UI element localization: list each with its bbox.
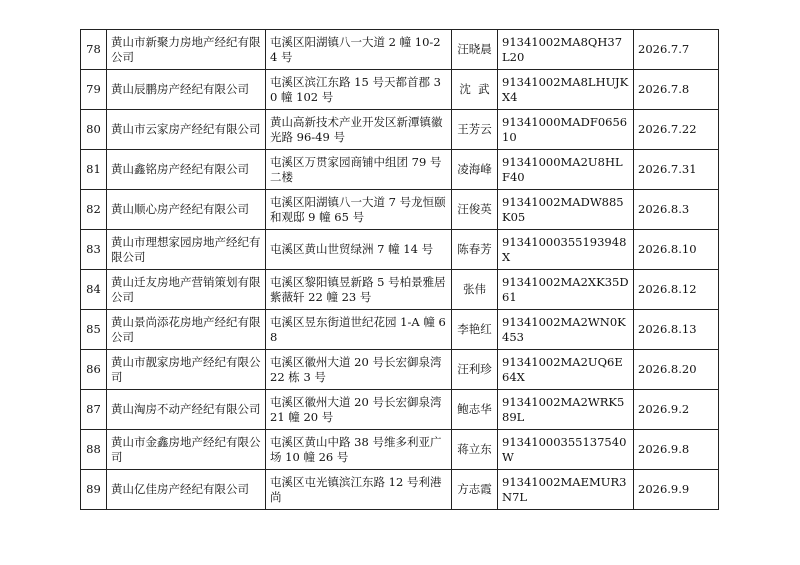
credit-code: 91341000355193948X: [498, 230, 634, 270]
table-row: [81, 470, 719, 510]
table-row: [81, 310, 719, 350]
row-number: 88: [81, 430, 107, 470]
expiry-date: 2026.8.3: [634, 190, 719, 230]
company-name: 黄山市理想家园房地产经纪有限公司: [107, 230, 266, 270]
credit-code: 91341002MA8QH37L20: [498, 30, 634, 70]
expiry-date: 2026.7.22: [634, 110, 719, 150]
expiry-date: 2026.7.31: [634, 150, 719, 190]
expiry-date: 2026.8.12: [634, 270, 719, 310]
table-row: [81, 70, 719, 110]
legal-representative: 沈 武: [452, 70, 498, 110]
table-row: [81, 230, 719, 270]
company-address: 屯溪区阳湖镇八一大道 2 幢 10-24 号: [266, 30, 452, 70]
legal-representative: 凌海峰: [452, 150, 498, 190]
row-number: 85: [81, 310, 107, 350]
company-address: 黄山高新技术产业开发区新潭镇徽光路 96-49 号: [266, 110, 452, 150]
table-row: [81, 110, 719, 150]
legal-representative: 陈春芳: [452, 230, 498, 270]
table-row: [81, 430, 719, 470]
table-body: [81, 30, 719, 510]
legal-representative: 李艳红: [452, 310, 498, 350]
credit-code: 91341000MA2U8HLF40: [498, 150, 634, 190]
company-name: 黄山市新聚力房地产经纪有限公司: [107, 30, 266, 70]
row-number: 87: [81, 390, 107, 430]
row-number: 80: [81, 110, 107, 150]
legal-representative: 蒋立东: [452, 430, 498, 470]
row-number: 89: [81, 470, 107, 510]
registry-table: [80, 29, 719, 510]
expiry-date: 2026.9.9: [634, 470, 719, 510]
company-name: 黄山鑫铭房产经纪有限公司: [107, 150, 266, 190]
legal-representative: 汪利珍: [452, 350, 498, 390]
row-number: 81: [81, 150, 107, 190]
legal-representative: 王芳云: [452, 110, 498, 150]
expiry-date: 2026.7.7: [634, 30, 719, 70]
expiry-date: 2026.8.10: [634, 230, 719, 270]
table-row: [81, 30, 719, 70]
credit-code: 91341002MA2UQ6E64X: [498, 350, 634, 390]
company-name: 黄山市靓家房地产经纪有限公司: [107, 350, 266, 390]
company-address: 屯溪区黎阳镇昱新路 5 号柏景雅居紫薇轩 22 幢 23 号: [266, 270, 452, 310]
credit-code: 91341002MA2WN0K453: [498, 310, 634, 350]
expiry-date: 2026.9.2: [634, 390, 719, 430]
expiry-date: 2026.7.8: [634, 70, 719, 110]
company-name: 黄山淘房不动产经纪有限公司: [107, 390, 266, 430]
company-address: 屯溪区阳湖镇八一大道 7 号龙恒颐和观邸 9 幢 65 号: [266, 190, 452, 230]
company-name: 黄山顺心房产经纪有限公司: [107, 190, 266, 230]
company-address: 屯溪区滨江东路 15 号天都首郡 30 幢 102 号: [266, 70, 452, 110]
legal-representative: 汪晓晨: [452, 30, 498, 70]
row-number: 79: [81, 70, 107, 110]
credit-code: 91341002MA2XK35D61: [498, 270, 634, 310]
row-number: 78: [81, 30, 107, 70]
row-number: 83: [81, 230, 107, 270]
company-address: 屯溪区徽州大道 20 号长宏御泉湾 21 幢 20 号: [266, 390, 452, 430]
expiry-date: 2026.8.20: [634, 350, 719, 390]
company-address: 屯溪区徽州大道 20 号长宏御泉湾 22 栋 3 号: [266, 350, 452, 390]
table-row: [81, 150, 719, 190]
credit-code: 91341002MA8LHUJKX4: [498, 70, 634, 110]
company-name: 黄山辰鹏房产经纪有限公司: [107, 70, 266, 110]
company-name: 黄山迁友房地产营销策划有限公司: [107, 270, 266, 310]
row-number: 84: [81, 270, 107, 310]
table-row: [81, 190, 719, 230]
company-address: 屯溪区昱东街道世纪花园 1-A 幢 68: [266, 310, 452, 350]
company-name: 黄山景尚添花房地产经纪有限公司: [107, 310, 266, 350]
company-name: 黄山亿佳房产经纪有限公司: [107, 470, 266, 510]
table-row: [81, 390, 719, 430]
company-name: 黄山市云家房产经纪有限公司: [107, 110, 266, 150]
company-name: 黄山市金鑫房地产经纪有限公司: [107, 430, 266, 470]
credit-code: 91341000355137540W: [498, 430, 634, 470]
credit-code: 91341002MADW885K05: [498, 190, 634, 230]
legal-representative: 张伟: [452, 270, 498, 310]
legal-representative: 汪俊英: [452, 190, 498, 230]
table-row: [81, 270, 719, 310]
credit-code: 91341002MA2WRK589L: [498, 390, 634, 430]
company-address: 屯溪区万贯家园商铺中组团 79 号二楼: [266, 150, 452, 190]
credit-code: 91341000MADF065610: [498, 110, 634, 150]
expiry-date: 2026.9.8: [634, 430, 719, 470]
expiry-date: 2026.8.13: [634, 310, 719, 350]
row-number: 82: [81, 190, 107, 230]
legal-representative: 鲍志华: [452, 390, 498, 430]
credit-code: 91341002MAEMUR3N7L: [498, 470, 634, 510]
company-address: 屯溪区黄山世贸绿洲 7 幢 14 号: [266, 230, 452, 270]
company-address: 屯溪区黄山中路 38 号维多利亚广场 10 幢 26 号: [266, 430, 452, 470]
company-address: 屯溪区屯光镇滨江东路 12 号利港尚: [266, 470, 452, 510]
table-row: [81, 350, 719, 390]
row-number: 86: [81, 350, 107, 390]
legal-representative: 方志霞: [452, 470, 498, 510]
